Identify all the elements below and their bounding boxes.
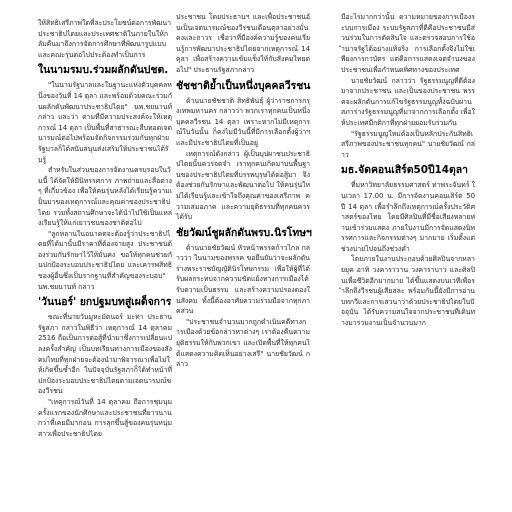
paragraph: "รัฐธรรมนูญใหม่ต้องเป็นหลักประกันสิทธิเสรีภาพของประชาชนทุกคน" นายชัยวัฒน์ กล่าว xyxy=(341,129,475,159)
section-heading: ชัยวัฒน์ชูผลักดันพรบ.นิรโทษฯ xyxy=(176,226,312,239)
section-heading: ชัชชาติย้ำเป็นหนึ่งบุคคลวีรชน xyxy=(176,79,311,92)
section-heading: 'วันนอร์' ยกปฐมบทสู่เผด็จการ xyxy=(38,296,172,309)
paragraph: ขณะที่นายวันมูหะมัดนอร์ มะทา ประธานรัฐสภา กล่าวในพิธีว่า เหตุการณ์ 14 ตุลาคม 2516 ถือเป็นการต่อสู้ที่นำมาซึ่งการเปลี่ยนแปลงครั้งสำคัญ เป็นบทเรียนทางการเมืองของสังคมไทยที่ทุกฝ่ายจะต้องนำมาพิจารณาเพื่อไม่ให้เกิดขึ้นซ้ำอีก ในปัจจุบันรัฐสภาก็ได้ทำหน้าที่ปกป้องระบอบประชาธิปไตยตามเจตนารมณ์ของวีรชน xyxy=(38,313,172,396)
paragraph: "ลูกหลานในอนาคตจะต้องรู้ว่าประชาธิปไตยที่ได้มานั้นมีราคาที่ต้องจ่ายสูง ประชาชนต้องร่วมกันรักษาไว้ให้มั่นคง ขอให้ทุกคนช่วยกันปกป้องระบอบประชาธิปไตย และเคารพสิทธิของผู้อื่นซึ่งเป็นรากฐานที่สำคัญของระบอบ" นพ.ชยนานท์ กล่าว xyxy=(38,229,172,291)
paragraph: สำหรับในส่วนของการจัดงานครบรอบในวันนี้ ได้จัดให้มีนิทรรศการ ภาพถ่ายและสื่อต่างๆ ที่เกี่ยวข้อง เพื่อให้คนรุ่นหลังได้เรียนรู้ความเป็นมาของเหตุการณ์และคุณค่าของประชาธิปไตย รวมทั้งสถานศึกษาจะได้นำไปใช้เป็นแหล่งเรียนรู้ให้แก่เยาวชนของชาติต่อไป xyxy=(38,166,172,228)
paragraph: ให้สิทธิเสรีภาพใดที่ละประโยชน์ต่อการพัฒนาประชาธิปไตยและประเทศชาติในภายในให้กลับคืนมาถึงการจัดการศึกษาที่พัฒนารูปแบบ และคณะรุ่นต่อไปประต้องทำเป็นการ xyxy=(38,19,171,59)
section-heading: ในนามรมบ.ร่วมผลักดันปชต. xyxy=(38,64,169,77)
paragraph: ประชาชน โดยประธานฯ และเพื่อประชาชนอันเป็นเจตนารมณ์ของวีรชนเดือนตุลาอย่างมั่นคงและถาวร เชื่อว่าที่มีองค์ความรู้ของคนเรียนรู้การพัฒนาประชาธิปไตยจากเหตุการณ์ 14 ตุลา เพื่อสร้างความเข้มแข็งให้กับสังคมไทยต่อไป" ประธานรัฐสภากล่าว xyxy=(176,13,310,74)
paragraph: นายชัยวัฒน์ กล่าวว่า รัฐธรรมนูญที่ดีต้องมาจากประชาชน และเป็นของประชาชน พรรคจะผลักดันการแก้ไขรัฐธรรมนูญทั้งฉบับผ่านสภาร่างรัฐธรรมนูญที่มาจากการเลือกตั้ง เพื่อให้ประเทศมีกติกาที่ทุกฝ่ายยอมรับร่วมกัน xyxy=(341,76,475,127)
paragraph: มีอะไรมากกว่านั้น ความหมายของการเมืองระบบการเมือง ระบบรัฐสภาที่ดีคือประชาชนมีส่วนร่วมในการตัดสินใจ และตรวจสอบการใช้อำนาจรัฐได้อย่างแท้จริง การเลือกตั้งจึงไม่ใช่เพียงการกาบัตร แต่คือการแสดงเจตจำนงของประชาชนเพื่อกำหนดทิศทางของประเทศ xyxy=(341,13,475,74)
paragraph: ด้านนายชัยวัฒน์ หัวหน้าพรรคก้าวไกล กล่าวว่า ในนามของพรรค ขอยืนยันว่าจะผลักดันร่างพระราชบัญญัตินิรโทษกรรม เพื่อให้ผู้ที่ได้รับผลกระทบจากความขัดแย้งทางการเมืองได้รับความเป็นธรรม และสร้างความปรองดองในสังคม ทั้งนี้ต้องอาศัยความร่วมมือจากทุกภาคส่วน xyxy=(176,243,310,316)
paragraph: ที่มหาวิทยาลัยธรรมศาสตร์ ท่าพระจันทร์ ในเวลา 17.00 น. มีการจัดงานคอนเสิร์ต 50 ปี 14 ตุลา เพื่อรำลึกถึงเหตุการณ์ครั้งประวัติศาสตร์ของไทย โดยมีศิลปินที่มีชื่อเสียงหลายท่านเข้าร่วมแสดง ภายในงานมีการจัดแสดงนิทรรศการและกิจกรรมต่างๆ มากมาย เริ่มตั้งแต่ช่วงบ่ายไปจนถึงช่วงค่ำ xyxy=(341,181,475,253)
left-column xyxy=(38,18,172,439)
middle-column xyxy=(176,12,310,370)
paragraph: "ประชาชนจำนวนมากถูกดำเนินคดีทางการเมืองด้วยข้อกล่าวหาต่างๆ เราต้องคืนความยุติธรรมให้กับพวกเขา และเปิดพื้นที่ให้ทุกคนได้แสดงความคิดเห็นอย่างเสรี" นายชัยวัฒน์ กล่าว xyxy=(176,317,310,369)
section-heading: มธ.จัดคอนเสิร์ต50ปี14ตุลา xyxy=(341,164,468,177)
paragraph: "ในนามรัฐบาลและในฐานะแห่งตัวบุคคลหนึ่งของวันที่ 14 ตุลา และพร้อมด้วยคณะร่วมกันผลักดันพัฒนาประชาธิปไตย" นพ.ชยนานท์ กล่าว และว่า ตามที่มีความประสงค์จะให้เหตุการณ์ 14 ตุลา เป็นพื้นที่สาธารณะสืบทอดเจตนารมณ์ต่อไปพร้อมจัดกิจกรรมร่วมกันทุกฝ่าย รัฐบาลก็ได้สนับสนุนส่งเสริมให้ประชาชนได้รับรู้ xyxy=(38,81,172,164)
paragraph: โดยภายในงานประกอบด้วยศิลปินจากหลายยุค อาทิ วงคาราวาน วงคาราบาว และศิลปินเพื่อชีวิตอีกมากมาย ได้ขึ้นแสดงบนเวทีเพื่อรำลึกถึงวีรชนผู้เสียสละ พร้อมกันนี้ยังมีการอ่านบทกวีและการเสวนาว่าด้วยประชาธิปไตยในปัจจุบัน ได้รับความสนใจจากประชาชนที่เดินทางมาร่วมงานเป็นจำนวนมาก xyxy=(341,255,475,328)
paragraph: เหตุการณ์ดังกล่าว ผู้เป็นบุปผาชนประชาธิปไตยนั้นควรจดจำ เราทุกคนเกิดมาบนพื้นฐานของประชาธิปไตยที่บรรพบุรุษได้ต่อสู้มา จึงต้องช่วยกันรักษาและพัฒนาต่อไป ให้คนรุ่นใหม่ได้เรียนรู้และเข้าใจถึงคุณค่าของเสรีภาพ ความเสมอภาค และความยุติธรรมที่ทุกคนควรได้รับ xyxy=(176,149,310,222)
paragraph: ด้านนายชัชชาติ สิทธิพันธุ์ ผู้ว่าราชการกรุงเทพมหานคร กล่าวว่า พวกเราทุกคนเป็นหนึ่งบุคคลวีรชน 14 ตุลา เพราะหากไม่มีเหตุการณ์ในวันนั้น ก็คงไม่มีวันนี้ที่มีการเลือกตั้งผู้ว่าฯ และมีประชาธิปไตยที่เป็นอยู่ xyxy=(176,96,310,147)
right-column xyxy=(341,12,475,329)
paragraph: "เหตุการณ์วันที่ 14 ตุลาคม ถือการชุมนุมครั้งแรกของนักศึกษาและประชาชนที่ยาวนานกว่าที่เคยมีมาก่อน การลุกขึ้นสู้ของคนรุ่นหนุ่มสาวเพื่อประชาธิปไตย xyxy=(38,398,172,438)
